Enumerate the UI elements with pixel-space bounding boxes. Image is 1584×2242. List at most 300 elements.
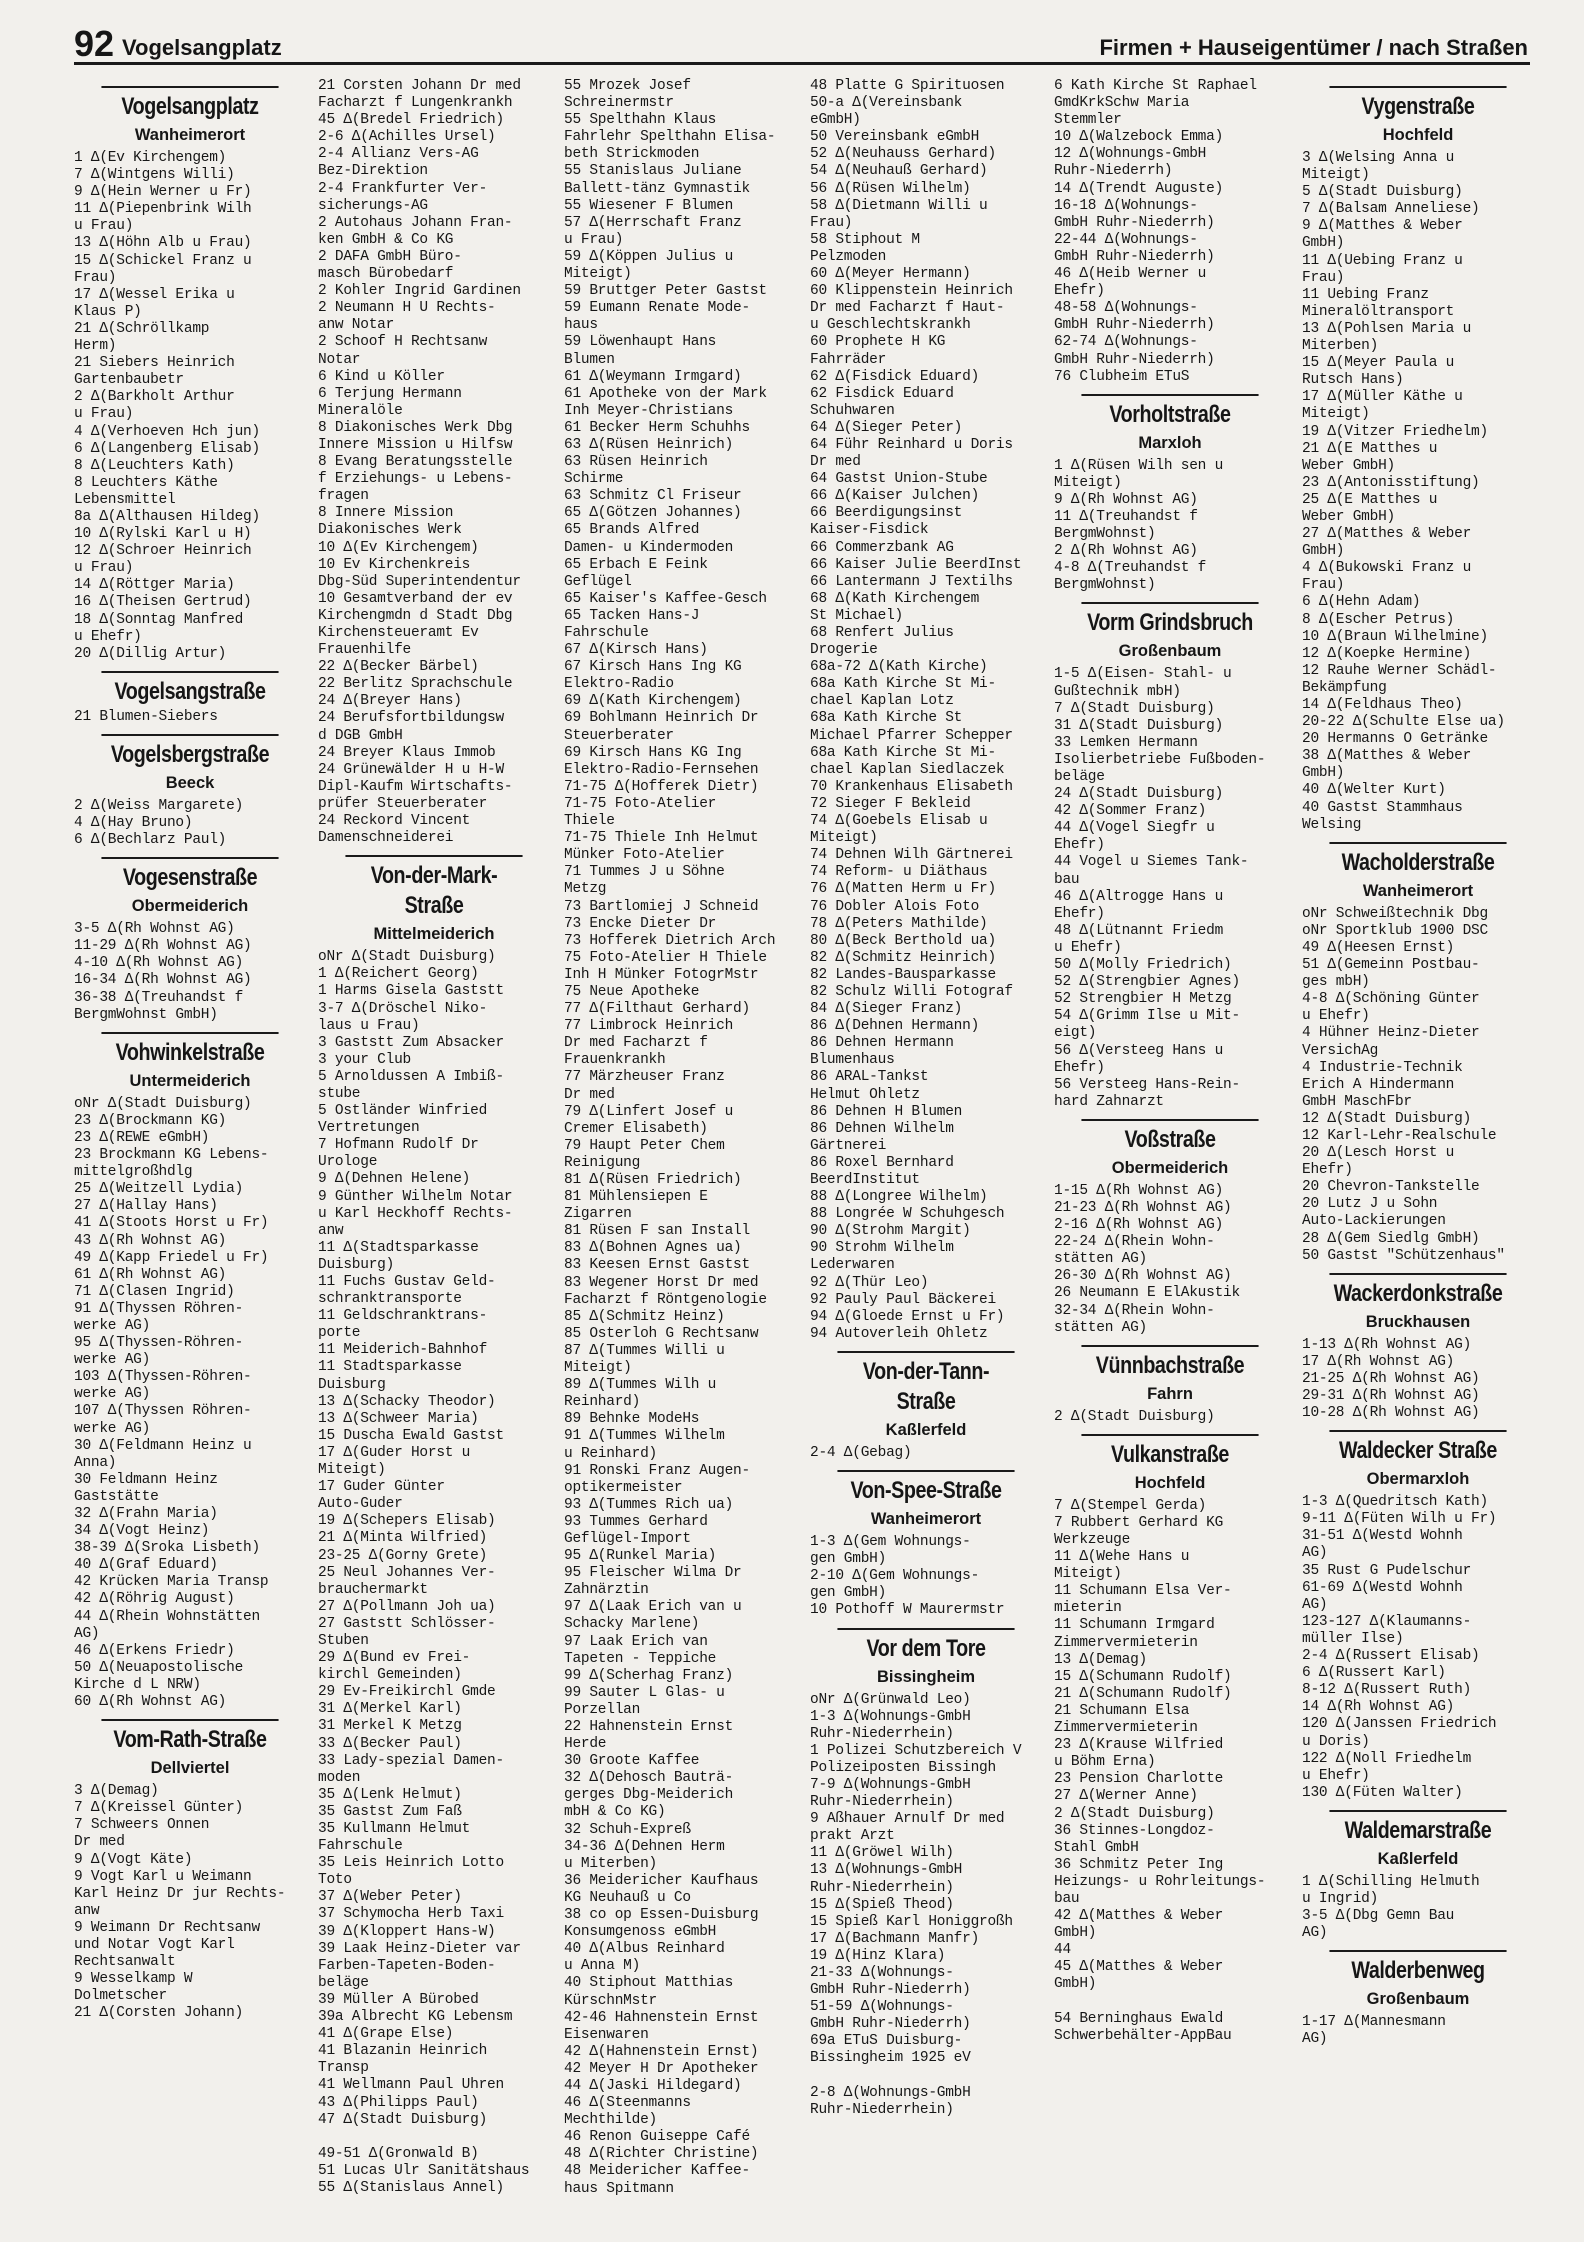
entry-line: Fahrschule: [564, 625, 649, 641]
entry-line: u Ehefr): [1302, 1767, 1370, 1784]
entry-line: 13 ∆(Höhn Alb u Frau): [74, 235, 252, 252]
entry-line: 40 ∆(Graf Eduard): [74, 1557, 218, 1574]
entry-line: Schreinermstr: [564, 95, 674, 112]
entry-line: 19 ∆(Vitzer Friedhelm): [1302, 423, 1488, 440]
entry-line: 86 ARAL-Tankst: [810, 1069, 929, 1086]
entry-line: 4 ∆(Verhoeven Hch jun): [74, 423, 260, 440]
entry-line: 41 Wellmann Paul Uhren: [318, 2077, 504, 2094]
entry-line: Frau): [1302, 269, 1345, 286]
entry-line: Ruhr-Niederrhein): [810, 1794, 954, 1811]
entry-line: 33 ∆(Becker Paul): [318, 1735, 462, 1752]
entry-line: Facharzt f Röntgenologie: [564, 1291, 767, 1308]
entry-line: Schirme: [564, 471, 624, 488]
entry-line: 99 ∆(Scherhag Franz): [564, 1667, 734, 1684]
district-heading: Wanheimerort: [870, 1510, 982, 1529]
entry-line: 31-51 ∆(Westd Wohnh: [1302, 1528, 1463, 1545]
entry-line: 76 Dobler Alois Foto: [810, 898, 980, 915]
entry-line: beth Strickmoden: [564, 146, 700, 163]
entry-line: 15 ∆(Schickel Franz u: [74, 252, 252, 269]
entry-line: GmbH Ruhr-Niederrh): [810, 1982, 971, 1999]
entry-line: 21-23 ∆(Rh Wohnst AG): [1054, 1199, 1232, 1216]
entry-line: Fahrlehr Spelthahn Elisa-: [564, 129, 776, 146]
entry-line: 69 Kirsch Hans KG Ing: [564, 744, 742, 761]
entry-line: 24 ∆(Stadt Duisburg): [1054, 786, 1224, 803]
entry-line: Ruhr-Niederrhein): [810, 1725, 954, 1742]
entry-line: 7 ∆(Stadt Duisburg): [1054, 700, 1215, 717]
entry-line: 48 ∆(Richter Christine): [564, 2146, 759, 2163]
entry-line: 65 Erbach E Feink: [564, 556, 708, 573]
entry-line: 77 ∆(Filthaut Gerhard): [564, 1001, 750, 1018]
entry-line: 62 Fisdick Eduard: [810, 385, 954, 402]
entry-line: 35 Leis Heinrich Lotto: [318, 1855, 504, 1872]
entry-line: 28 ∆(Gem Siedlg GmbH): [1302, 1230, 1480, 1247]
entry-line: Werkzeuge: [1054, 1532, 1131, 1548]
entry-line: 21-33 ∆(Wohnungs-: [810, 1965, 954, 1981]
column-6: [1302, 78, 1534, 2228]
entry-line: werke AG): [74, 1420, 151, 1437]
entry-line: 54 Berninghaus Ewald: [1054, 2010, 1224, 2027]
entry-line: 8 Evang Beratungsstelle: [318, 454, 513, 471]
entry-line: 2 Schoof H Rechtsanw: [318, 334, 488, 351]
entry-line: 23 Pension Charlotte: [1054, 1771, 1224, 1788]
entry-line: 17 ∆(Bachmann Manfr): [810, 1930, 980, 1947]
entry-line: 2 ∆(Rh Wohnst AG): [1054, 543, 1198, 560]
entry-line: 10 Pothoff W Maurermstr: [810, 1602, 1005, 1619]
entry-line: 21 ∆(E Matthes u: [1302, 440, 1438, 457]
entry-line: 2 Autohaus Johann Fran-: [318, 214, 513, 231]
street-heading: Waldecker Straße: [1329, 1430, 1506, 1466]
entry-line: chael Kaplan Lotz: [810, 693, 954, 710]
entry-line: 38 ∆(Matthes & Weber: [1302, 748, 1472, 765]
entry-line: Mechthilde): [564, 2112, 657, 2129]
entry-line: 46 Renon Guiseppe Café: [564, 2129, 750, 2146]
entry-line: 51-59 ∆(Wohnungs-: [810, 1999, 954, 2016]
entry-line: 3-5 ∆(Dbg Gemn Bau: [1302, 1908, 1455, 1925]
entry-line: Dr med Facharzt f Haut-: [810, 300, 1005, 317]
entry-line: Ehefr): [1054, 905, 1105, 922]
columns: [74, 78, 1534, 2228]
entry-line: 12 ∆(Wohnungs-GmbH: [1054, 146, 1207, 163]
entry-line: 93 Tummes Gerhard: [564, 1513, 708, 1530]
entry-line: Helmut Ohletz: [810, 1086, 920, 1103]
entry-line: u Doris): [1302, 1733, 1370, 1750]
entry-line: 107 ∆(Thyssen Röhren-: [74, 1403, 252, 1420]
entry-line: 2-4 ∆(Russert Elisab): [1302, 1648, 1480, 1665]
entry-line: u Ingrid): [1302, 1890, 1379, 1907]
street-heading: Von-der-Mark-Straße: [345, 855, 522, 921]
entry-line: 36 Meidericher Kaufhaus: [564, 1872, 759, 1889]
entry-line: u Frau): [564, 231, 624, 248]
entry-line: 24 Berufsfortbildungsw: [318, 710, 504, 727]
district-heading: Hochfeld: [1134, 1473, 1206, 1492]
entry-line: 63 Rüsen Heinrich: [564, 454, 708, 471]
entry-line: 16-18 ∆(Wohnungs-: [1054, 197, 1198, 214]
entry-line: Ehefr): [1054, 283, 1105, 300]
entry-line: 50 Gastst "Schützenhaus": [1302, 1247, 1505, 1264]
entry-line: 74 ∆(Goebels Elisab u: [810, 813, 988, 830]
entry-line: 75 Neue Apotheke: [564, 983, 700, 1000]
entry-line: 47 ∆(Stadt Duisburg): [318, 2111, 488, 2128]
entry-line: Miterben): [1302, 338, 1379, 355]
entry-line: 81 Mühlensiepen E: [564, 1189, 708, 1206]
entry-line: 54 ∆(Grimm Ilse u Mit-: [1054, 1008, 1240, 1025]
entry-line: 15 ∆(Meyer Paula u: [1302, 355, 1455, 372]
entry-line: anw: [318, 1222, 344, 1239]
entry-line: hard Zahnarzt: [1054, 1093, 1164, 1110]
entry-line: 61-69 ∆(Westd Wohnh: [1302, 1579, 1463, 1596]
entry-line: Gartenbaubetr: [74, 372, 184, 389]
entry-line: Damen- u Kindermoden: [564, 539, 734, 556]
entry-line: 1-3 ∆(Gem Wohnungs-: [810, 1534, 971, 1551]
entry-line: werke AG): [74, 1386, 151, 1403]
column-5: [1054, 78, 1286, 2228]
entry-line: bau: [1054, 871, 1080, 888]
entry-line: Bekämpfung: [1302, 679, 1387, 696]
entry-line: Diakonisches Werk: [318, 522, 462, 539]
entry-line: 82 ∆(Schmitz Heinrich): [810, 949, 996, 966]
entry-line: 4-8 ∆(Treuhandst f: [1054, 560, 1207, 577]
entry-line: 33 Lemken Hermann: [1054, 734, 1198, 751]
street-heading: Vohwinkelstraße: [101, 1032, 278, 1068]
entry-line: u Reinhard): [564, 1445, 657, 1462]
entry-line: 70 Krankenhaus Elisabeth: [810, 778, 1013, 795]
entry-line: 9 Weimann Dr Rechtsanw: [74, 1919, 260, 1936]
entry-line: 37 ∆(Weber Peter): [318, 1889, 462, 1906]
entry-line: 40 Gastst Stammhaus: [1302, 799, 1463, 816]
entry-line: 97 Laak Erich van: [564, 1633, 708, 1650]
entry-line: 120 ∆(Janssen Friedrich: [1302, 1716, 1497, 1733]
entry-line: Dolmetscher: [74, 1988, 167, 2005]
entry-line: Auto-Guder: [318, 1496, 403, 1513]
entry-line: 2 Neumann H U Rechts-: [318, 300, 496, 317]
entry-line: 68a Kath Kirche St: [810, 710, 963, 727]
entry-line: 97 ∆(Laak Erich van u: [564, 1599, 742, 1616]
entry-line: 42 ∆(Sommer Franz): [1054, 803, 1207, 820]
entry-line: eigt): [1054, 1025, 1097, 1042]
entry-line: Reinhard): [564, 1394, 641, 1411]
entry-line: 39a Albrecht KG Lebensm: [318, 2009, 513, 2026]
entry-line: 7 ∆(Stempel Gerda): [1054, 1497, 1207, 1514]
entry-line: 3 ∆(Demag): [74, 1783, 159, 1800]
entry-line: 103 ∆(Thyssen-Röhren-: [74, 1369, 252, 1386]
entry-line: 65 ∆(Götzen Johannes): [564, 505, 742, 522]
entry-line: 6 Terjung Hermann: [318, 385, 462, 402]
entry-line: Bez-Direktion: [318, 163, 428, 180]
entry-line: 5 Arnoldussen A Imbiß-: [318, 1068, 504, 1085]
entry-line: 50-a ∆(Vereinsbank: [810, 95, 963, 112]
entry-line: 92 Pauly Paul Bäckerei: [810, 1291, 996, 1308]
entry-line: 44 ∆(Vogel Siegfr u: [1054, 820, 1215, 837]
entry-line: 2-8 ∆(Wohnungs-GmbH: [810, 2084, 971, 2101]
entry-line: Eisenwaren: [564, 2026, 649, 2043]
entry-line: 3-5 ∆(Rh Wohnst AG): [74, 921, 235, 938]
entry-line: 21 ∆(Schumann Rudolf): [1054, 1685, 1232, 1702]
entry-line: 39 Laak Heinz-Dieter var: [318, 1940, 521, 1957]
entry-line: 9 Vogt Karl u Weimann: [74, 1868, 252, 1885]
entry-line: 14 ∆(Feldhaus Theo): [1302, 697, 1463, 713]
entry-line: Kirchengmdn d Stadt Dbg: [318, 607, 513, 624]
entry-line: 4 ∆(Hay Bruno): [74, 815, 193, 831]
entry-line: 66 ∆(Kaiser Julchen): [810, 488, 980, 505]
entry-line: 9-11 ∆(Füten Wilh u Fr): [1302, 1511, 1497, 1528]
entry-line: 77 Märzheuser Franz: [564, 1069, 725, 1086]
entry-line: 69 ∆(Kath Kirchengem): [564, 693, 742, 710]
entry-line: GmbH): [1302, 765, 1345, 782]
column-3: [564, 78, 796, 2228]
entry-line: 66 Lantermann J Textilhs: [810, 573, 1013, 590]
entry-line: 21 ∆(Schröllkamp: [74, 320, 210, 337]
entry-line: 13 ∆(Wohnungs-GmbH: [810, 1862, 963, 1879]
entry-line: 20 ∆(Lesch Horst u: [1302, 1145, 1455, 1162]
entry-line: Thiele: [564, 813, 615, 830]
entry-line: 7 ∆(Kreissel Günter): [74, 1800, 244, 1817]
entry-line: 22 ∆(Becker Bärbel): [318, 659, 479, 676]
entry-line: 36 Schmitz Peter Ing: [1054, 1856, 1224, 1873]
entry-line: Notar: [318, 351, 361, 368]
entry-line: 95 ∆(Thyssen-Röhren-: [74, 1335, 244, 1352]
entry-line: Michael Pfarrer Schepper: [810, 727, 1013, 744]
entry-line: AG): [74, 1625, 100, 1642]
entry-line: Gärtnerei: [810, 1137, 887, 1154]
entry-line: Lebensmittel: [74, 491, 176, 508]
entry-line: 3 Gaststt Zum Absacker: [318, 1034, 504, 1051]
entry-line: AG): [1302, 2031, 1328, 2048]
entry-line: 43 ∆(Philipps Paul): [318, 2094, 479, 2111]
entry-line: haus Spitmann: [564, 2180, 674, 2197]
street-heading: Vorm Grindsbruch: [1081, 602, 1258, 638]
district-heading: Dellviertel: [150, 1759, 230, 1778]
entry-line: 29-31 ∆(Rh Wohnst AG): [1302, 1388, 1480, 1404]
entry-line: [1054, 1994, 1286, 2011]
entry-line: 7 ∆(Balsam Anneliese): [1302, 201, 1480, 218]
entry-line: optikermeister: [564, 1479, 683, 1496]
entry-line: 44 ∆(Rhein Wohnstätten: [74, 1608, 260, 1625]
entry-line: 66 Kaiser Julie BeerdInst: [810, 556, 1022, 573]
entry-line: 36-38 ∆(Treuhandst f: [74, 989, 244, 1006]
entry-line: 17 Guder Günter: [318, 1479, 445, 1496]
entry-line: 8 Diakonisches Werk Dbg: [318, 419, 513, 436]
entry-line: 90 Strohm Wilhelm: [810, 1240, 954, 1257]
entry-line: u Ehefr): [1302, 1008, 1370, 1025]
entry-line: stube: [318, 1085, 361, 1102]
entry-line: Ehefr): [1054, 837, 1105, 854]
entry-line: d DGB GmbH: [318, 727, 403, 744]
entry-line: 51 ∆(Gemeinn Postbau-: [1302, 957, 1480, 974]
entry-line: 25 ∆(Weitzell Lydia): [74, 1181, 244, 1198]
street-heading: Vogesenstraße: [101, 857, 278, 893]
entry-line: 73 Encke Dieter Dr: [564, 915, 717, 932]
header-street: Vogelsangplatz: [122, 35, 282, 60]
entry-line: Urologe: [318, 1154, 378, 1171]
entry-line: 83 ∆(Bohnen Agnes ua): [564, 1240, 742, 1257]
entry-line: u Geschlechtskrankh: [810, 317, 971, 334]
entry-line: 38 co op Essen-Duisburg: [564, 1907, 759, 1924]
district-heading: Bissingheim: [876, 1667, 976, 1686]
entry-line: GmbH): [1054, 1925, 1097, 1942]
entry-line: KürschnMstr: [564, 1992, 657, 2009]
entry-line: 86 Dehnen Wilhelm: [810, 1120, 954, 1137]
entry-line: 14 ∆(Rh Wohnst AG): [1302, 1699, 1455, 1716]
entry-line: 91 Ronski Franz Augen-: [564, 1462, 750, 1479]
entry-line: 10 Ev Kirchenkreis: [318, 556, 471, 573]
entry-line: Toto: [318, 1872, 352, 1889]
entry-line: 27 ∆(Matthes & Weber: [1302, 526, 1472, 543]
entry-line: 72 Sieger F Bekleid: [810, 795, 971, 812]
entry-line: 42-46 Hahnenstein Ernst: [564, 2009, 759, 2026]
entry-line: GmbH Ruhr-Niederrh): [1054, 351, 1215, 368]
entry-line: 31 ∆(Stadt Duisburg): [1054, 717, 1224, 734]
entry-line: 15 ∆(Spieß Theod): [810, 1896, 954, 1913]
entry-line: Miteigt): [564, 1360, 632, 1377]
entry-line: 73 Bartlomiej J Schneid: [564, 898, 759, 915]
entry-line: 42 ∆(Matthes & Weber: [1054, 1908, 1224, 1925]
entry-line: 23 ∆(Brockmann KG): [74, 1112, 227, 1129]
entry-line: 2-4 Allianz Vers-AG: [318, 146, 479, 163]
entry-line: GmbH): [1054, 1976, 1097, 1993]
entry-line: 81 ∆(Rüsen Friedrich): [564, 1172, 742, 1188]
entry-line: 10 ∆(Braun Wilhelmine): [1302, 628, 1488, 645]
entry-line: 94 Autoverleih Ohletz: [810, 1325, 988, 1342]
entry-line: mittelgroßhdlg: [74, 1164, 193, 1181]
entry-line: Miteigt): [1302, 406, 1370, 423]
entry-line: BergmWohnst GmbH): [74, 1006, 218, 1023]
entry-line: sicherungs-AG: [318, 197, 428, 214]
entry-line: AG): [1302, 1545, 1328, 1562]
entry-line: 37 Schymocha Herb Taxi: [318, 1906, 504, 1923]
entry-line: 21-25 ∆(Rh Wohnst AG): [1302, 1370, 1480, 1387]
entry-line: 2 ∆(Barkholt Arthur: [74, 389, 235, 406]
entry-line: 91 ∆(Tummes Wilhelm: [564, 1428, 725, 1445]
entry-line: gen GmbH): [810, 1585, 887, 1602]
entry-line: beläge: [318, 1974, 369, 1991]
entry-line: mbH & Co KG): [564, 1804, 666, 1821]
entry-line: 99 Sauter L Glas- u: [564, 1684, 725, 1701]
entry-line: Schwerbehälter-AppBau: [1054, 2027, 1232, 2044]
entry-line: 11 Schumann Irmgard: [1054, 1617, 1215, 1634]
entry-line: 31 ∆(Merkel Karl): [318, 1701, 462, 1718]
entry-line: 9 ∆(Dehnen Helene): [318, 1171, 471, 1188]
street-heading: Walderbenweg: [1329, 1950, 1506, 1986]
entry-line: 20 Lutz J u Sohn: [1302, 1196, 1438, 1213]
entry-line: 11 ∆(Wehe Hans u: [1054, 1549, 1190, 1566]
entry-line: 19 ∆(Hinz Klara): [810, 1947, 946, 1964]
district-heading: Großenbaum: [1366, 1990, 1470, 2009]
entry-line: 56 ∆(Rüsen Wilhelm): [810, 180, 971, 197]
entry-line: Mineralöle: [318, 402, 403, 419]
entry-line: 11 ∆(Uebing Franz u: [1302, 252, 1463, 269]
entry-line: Zimmervermieterin: [1054, 1720, 1198, 1737]
entry-line: ken GmbH & Co KG: [318, 231, 454, 248]
entry-line: 32 Schuh-Expreß: [564, 1821, 691, 1838]
entry-line: 59 Eumann Renate Mode-: [564, 300, 750, 317]
entry-line: 85 ∆(Schmitz Heinz): [564, 1308, 725, 1325]
entry-line: 10 ∆(Walzebock Emma): [1054, 129, 1224, 146]
entry-line: fragen: [318, 488, 369, 505]
entry-line: Frau): [74, 269, 117, 286]
entry-line: 62 ∆(Fisdick Eduard): [810, 368, 980, 385]
entry-line: 48 ∆(Lütnannt Friedm: [1054, 922, 1224, 939]
entry-line: Blumen: [564, 351, 615, 368]
entry-line: Elektro-Radio-Fernsehen: [564, 761, 759, 778]
entry-line: 68a Kath Kirche St Mi-: [810, 676, 996, 693]
entry-line: u Miterben): [564, 1855, 657, 1872]
entry-line: 86 ∆(Dehnen Hermann): [810, 1018, 980, 1035]
street-heading: Wacholderstraße: [1329, 842, 1506, 878]
entry-line: 6 ∆(Langenberg Elisab): [74, 440, 260, 457]
street-heading: Vogelsangplatz: [101, 86, 278, 122]
entry-line: 63 ∆(Rüsen Heinrich): [564, 436, 734, 453]
entry-line: 59 Löwenhaupt Hans: [564, 334, 717, 351]
entry-line: 55 Mrozek Josef: [564, 78, 691, 94]
entry-line: werke AG): [74, 1317, 151, 1334]
entry-line: 60 ∆(Rh Wohnst AG): [74, 1694, 227, 1711]
entry-line: BergmWohnst): [1054, 577, 1156, 594]
entry-line: Frauenhilfe: [318, 642, 411, 659]
entry-line: GmbH): [1302, 235, 1345, 252]
entry-line: Gußtechnik mbH): [1054, 683, 1181, 700]
entry-line: 41 ∆(Grape Else): [318, 2026, 454, 2043]
entry-line: laus u Frau): [318, 1017, 420, 1034]
page-number: 92: [74, 23, 115, 64]
entry-line: 35 Kullmann Helmut: [318, 1821, 471, 1837]
entry-line: 71-75 Foto-Atelier: [564, 795, 717, 812]
entry-line: 27 ∆(Werner Anne): [1054, 1788, 1198, 1805]
entry-line: beläge: [1054, 769, 1105, 785]
entry-line: Anna): [74, 1454, 117, 1471]
entry-line: 88 ∆(Longree Wilhelm): [810, 1189, 988, 1206]
entry-line: 68a Kath Kirche St Mi-: [810, 744, 996, 761]
entry-line: 10 ∆(Ev Kirchengem): [318, 539, 479, 556]
entry-line: Duisburg: [318, 1376, 386, 1393]
entry-line: 24 Breyer Klaus Immob: [318, 744, 496, 761]
entry-line: 17 ∆(Müller Käthe u: [1302, 389, 1463, 406]
entry-line: Bissingheim 1925 eV: [810, 2050, 971, 2067]
entry-line: 52 ∆(Neuhauss Gerhard): [810, 146, 996, 163]
district-heading: Hochfeld: [1382, 126, 1454, 144]
entry-line: Miteigt): [810, 830, 878, 847]
entry-line: 11 Stadtsparkasse: [318, 1359, 462, 1376]
entry-line: Miteigt): [318, 1462, 386, 1479]
entry-line: u Böhm Erna): [1054, 1754, 1156, 1771]
entry-line: 12 ∆(Schroer Heinrich: [74, 543, 252, 560]
entry-line: 8-12 ∆(Russert Ruth): [1302, 1682, 1472, 1699]
entry-line: 48 Platte G Spirituosen: [810, 78, 1005, 94]
street-heading: Vünnbachstraße: [1081, 1345, 1258, 1381]
entry-line: 67 Kirsch Hans Ing KG: [564, 659, 742, 676]
entry-line: 2 ∆(Weiss Margarete): [74, 797, 244, 814]
entry-line: 11 Fuchs Gustav Geld-: [318, 1274, 496, 1290]
entry-line: 11 Schumann Elsa Ver-: [1054, 1583, 1232, 1600]
entry-line: 1 ∆(Ev Kirchengem): [74, 150, 227, 166]
entry-line: 61 ∆(Rh Wohnst AG): [74, 1266, 227, 1283]
entry-line: 67 ∆(Kirsch Hans): [564, 642, 708, 659]
entry-line: 30 ∆(Feldmann Heinz u: [74, 1437, 252, 1454]
entry-line: 49 ∆(Heesen Ernst): [1302, 939, 1455, 956]
entry-line: 40 ∆(Albus Reinhard: [564, 1941, 725, 1958]
entry-line: 24 Grünewälder H u H-W: [318, 761, 504, 778]
entry-line: Stuben: [318, 1632, 369, 1649]
entry-line: GmbH MaschFbr: [1302, 1093, 1412, 1110]
entry-line: Rechtsanwalt: [74, 1954, 176, 1971]
entry-line: werke AG): [74, 1352, 151, 1369]
entry-line: 27 Gaststt Schlösser-: [318, 1615, 496, 1632]
entry-line: schranktransporte: [318, 1291, 462, 1308]
entry-line: 29 ∆(Bund ev Frei-: [318, 1650, 471, 1667]
entry-line: 46 ∆(Heib Werner u: [1054, 266, 1207, 283]
entry-line: 8 Innere Mission: [318, 505, 454, 522]
entry-line: 9 ∆(Vogt Käte): [74, 1851, 193, 1868]
entry-line: 15 ∆(Schumann Rudolf): [1054, 1668, 1232, 1685]
